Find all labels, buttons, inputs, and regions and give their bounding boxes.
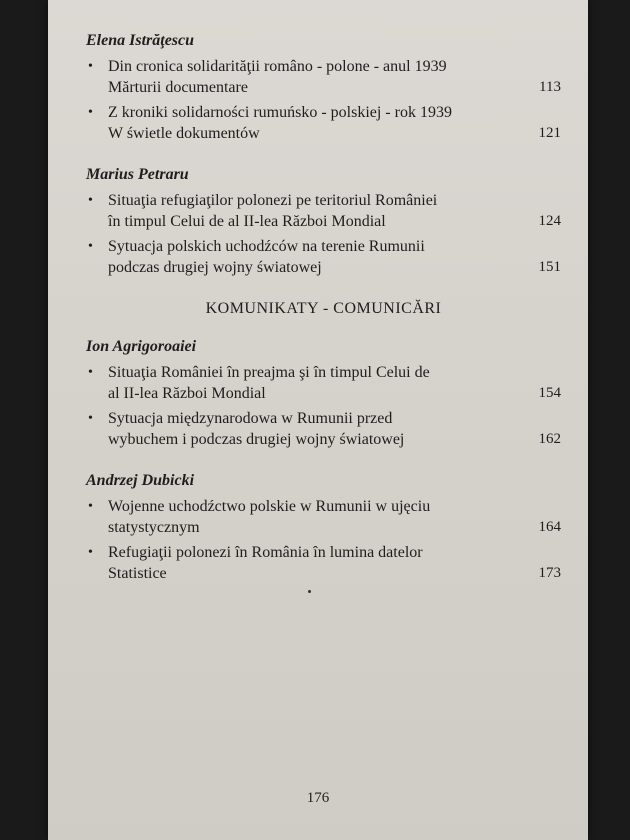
entry-page-number: 164 (538, 519, 561, 535)
entry-title-line: Situaţia refugiaţilor polonezi pe teritoriul României (108, 192, 438, 209)
entry-title-line: Sytuacja polskich uchodźców na terenie Rumunii (108, 238, 425, 255)
author-name: Elena Istrăţescu (86, 32, 195, 49)
entry-title-line: podczas drugiej wojny światowej (108, 259, 322, 276)
entry-page-number: 173 (538, 565, 561, 581)
bullet-icon: • (88, 59, 93, 74)
entry-title-line: Wojenne uchodźctwo polskie w Rumunii w ujęciu (108, 498, 431, 515)
toc-entry (86, 236, 561, 278)
toc-entry (86, 362, 561, 404)
bullet-icon: • (88, 545, 93, 560)
toc-entry (86, 56, 561, 98)
entry-page-number: 162 (538, 431, 561, 447)
entry-title-line: Sytuacja międzynarodowa w Rumunii przed (108, 410, 393, 427)
entry-title-line: W świetle dokumentów (108, 125, 260, 142)
toc-section-istratescu (86, 32, 561, 144)
bullet-icon: • (88, 411, 93, 426)
entry-page-number: 113 (539, 79, 561, 95)
author-name: Andrzej Dubicki (86, 472, 195, 489)
entry-title-line: al II-lea Război Mondial (108, 385, 266, 402)
bullet-icon: • (88, 499, 93, 514)
bullet-icon: • (88, 239, 93, 254)
entry-title-line: Situaţia României în preajma şi în timpul Celui de (108, 364, 430, 381)
author-name: Marius Petraru (86, 166, 189, 183)
toc-entry (86, 102, 561, 144)
entry-title-line: Refugiaţii polonezi în România în lumina datelor (108, 544, 423, 561)
entry-title-line: Z kroniki solidarności rumuńsko - polskiej - rok 1939 (108, 104, 452, 121)
entry-page-number: 124 (538, 213, 561, 229)
toc-entry (86, 496, 561, 538)
author-name: Ion Agrigoroaiei (86, 338, 197, 355)
entry-page-number: 154 (538, 385, 561, 401)
bullet-icon: • (88, 105, 93, 120)
toc-section-dubicki (86, 472, 561, 584)
entry-page-number: 151 (538, 259, 561, 275)
entry-title-line: Mărturii documentare (108, 79, 248, 96)
page-number: 176 (306, 790, 330, 806)
toc-section-agrigoroaiei (86, 338, 561, 450)
toc-entry (86, 190, 561, 232)
toc-section-petraru (86, 166, 561, 278)
bullet-icon: • (88, 365, 93, 380)
entry-title-line: statystycznym (108, 519, 200, 536)
toc-entry (86, 408, 561, 450)
entry-title-line: wybuchem i podczas drugiej wojny światowej (108, 431, 405, 448)
entry-title-line: Statistice (108, 565, 167, 582)
stray-dot (308, 590, 311, 593)
entry-page-number: 121 (538, 125, 561, 141)
table-of-contents (86, 32, 561, 588)
entry-title-line: Din cronica solidarităţii româno - polone - anul 1939 (108, 58, 447, 75)
book-page (48, 0, 588, 840)
section-heading: KOMUNIKATY - COMUNICĂRI (205, 300, 442, 317)
bullet-icon: • (88, 193, 93, 208)
toc-entry (86, 542, 561, 584)
entry-title-line: în timpul Celui de al II-lea Război Mondial (108, 213, 386, 230)
